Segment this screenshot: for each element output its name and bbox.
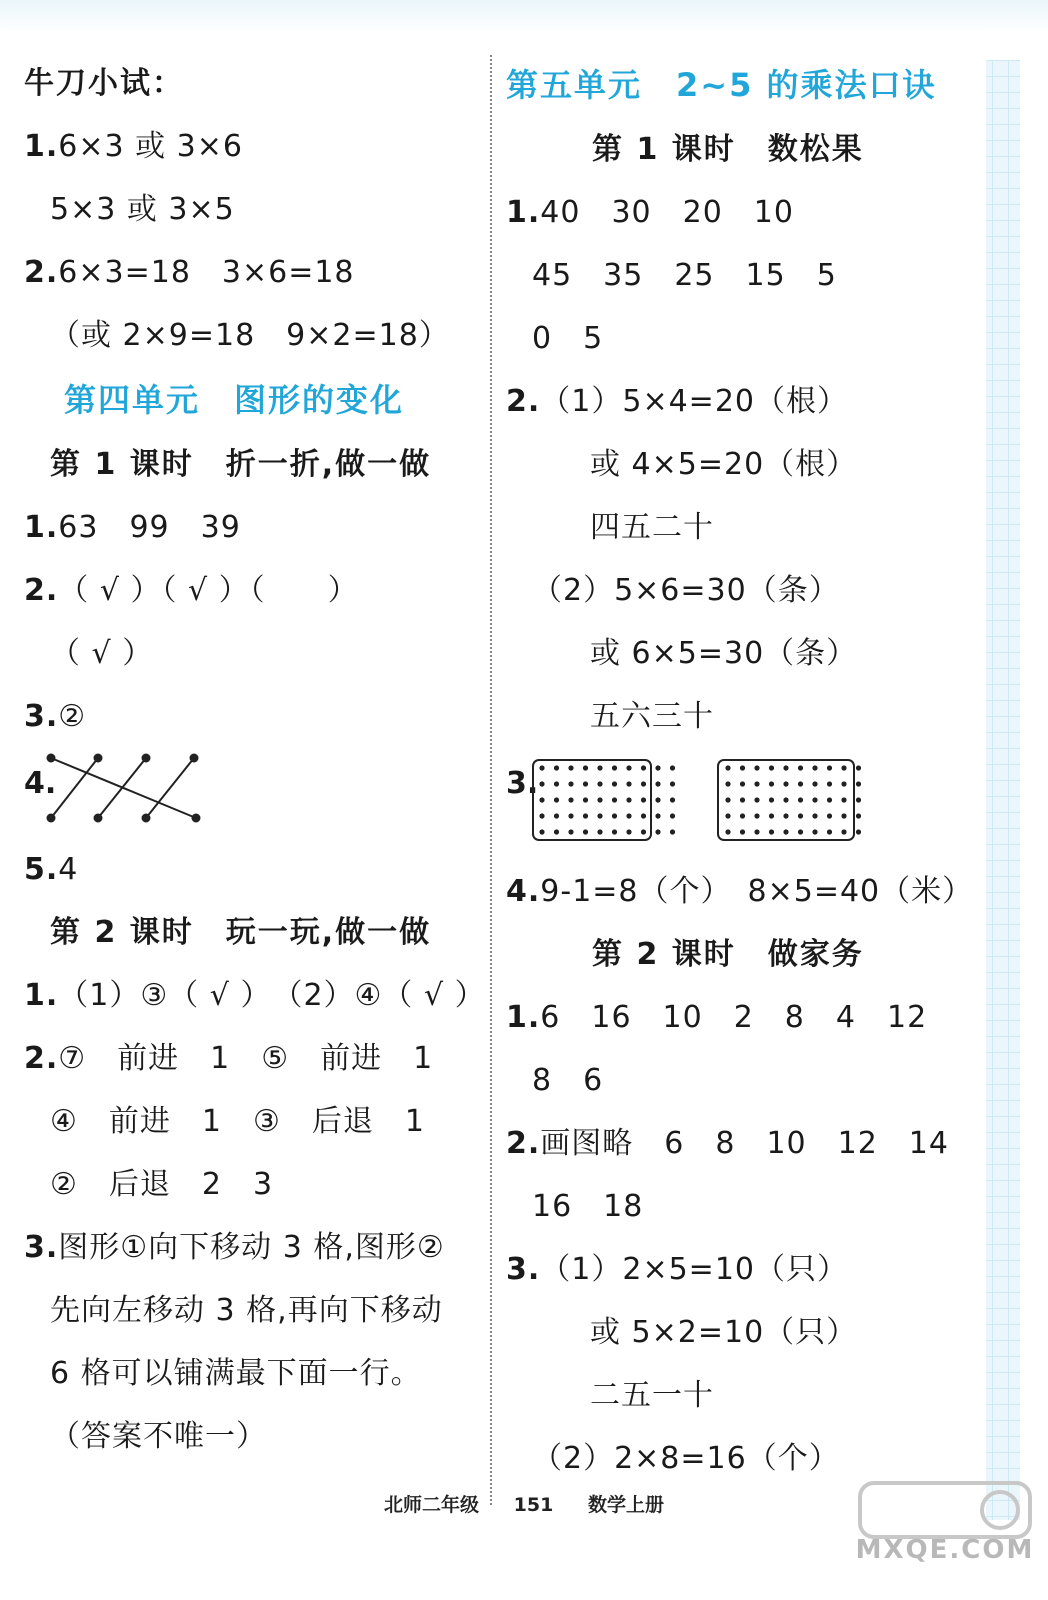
dot bbox=[740, 813, 745, 818]
dot bbox=[783, 829, 788, 834]
dot bbox=[626, 781, 631, 786]
dot bbox=[612, 765, 617, 770]
dot-array-diagram bbox=[528, 754, 948, 854]
dot bbox=[841, 813, 846, 818]
answer-line: 16 18 bbox=[532, 1189, 644, 1224]
dot bbox=[841, 829, 846, 834]
dot bbox=[554, 781, 559, 786]
answer-line: 或 6×5=30（条） bbox=[590, 636, 858, 671]
dot bbox=[641, 781, 646, 786]
answer-line: 二五一十 bbox=[590, 1378, 714, 1413]
dot bbox=[554, 797, 559, 802]
dot bbox=[655, 813, 660, 818]
unit-title: 第四单元 图形的变化 bbox=[64, 381, 405, 419]
dot bbox=[539, 829, 544, 834]
watermark-logo bbox=[850, 1475, 1040, 1585]
dot bbox=[539, 797, 544, 802]
cross-lines-diagram bbox=[46, 748, 246, 838]
answer-line: 五六三十 bbox=[590, 699, 714, 734]
page-number: 151 bbox=[513, 1494, 554, 1516]
dot bbox=[641, 797, 646, 802]
lesson-title: 第 2 课时 玩一玩,做一做 bbox=[50, 915, 432, 950]
dot bbox=[554, 765, 559, 770]
dot bbox=[827, 829, 832, 834]
answer-line: （答案不唯一） bbox=[50, 1419, 267, 1454]
answer-line: 3.② bbox=[24, 699, 87, 734]
dot bbox=[641, 829, 646, 834]
answer-line: 6 格可以铺满最下面一行。 bbox=[50, 1356, 422, 1391]
dot bbox=[798, 813, 803, 818]
answer-line: 3.图形①向下移动 3 格,图形② bbox=[24, 1230, 445, 1265]
dot bbox=[539, 781, 544, 786]
dot bbox=[539, 765, 544, 770]
left-column bbox=[24, 52, 486, 1468]
dot bbox=[725, 765, 730, 770]
answer-line: （或 2×9=18 9×2=18） bbox=[50, 318, 450, 353]
line-drawing-figure: 4. bbox=[24, 748, 474, 838]
dot bbox=[655, 781, 660, 786]
dot bbox=[583, 829, 588, 834]
dot bbox=[798, 829, 803, 834]
dot bbox=[798, 797, 803, 802]
answer-line: 2.（1）5×4=20（根） bbox=[506, 384, 848, 419]
group-box bbox=[533, 760, 651, 840]
answer-line: 或 5×2=10（只） bbox=[590, 1315, 858, 1350]
answer-line: 2.⑦ 前进 1 ⑤ 前进 1 bbox=[24, 1041, 434, 1076]
dot bbox=[740, 765, 745, 770]
answer-line: 1.6 16 10 2 8 4 12 bbox=[506, 1000, 928, 1035]
answer-line: （2）2×8=16（个） bbox=[532, 1441, 840, 1476]
dot bbox=[856, 765, 861, 770]
answer-line: 0 5 bbox=[532, 321, 604, 356]
answer-line: 1.6×3 或 3×6 bbox=[24, 129, 243, 164]
dot bbox=[725, 829, 730, 834]
dot bbox=[626, 813, 631, 818]
dot bbox=[754, 813, 759, 818]
dot bbox=[568, 829, 573, 834]
dot bbox=[670, 813, 675, 818]
dot bbox=[597, 797, 602, 802]
dot bbox=[554, 829, 559, 834]
dot bbox=[769, 813, 774, 818]
column-divider bbox=[490, 55, 492, 1505]
lesson-title: 第 1 课时 折一折,做一做 bbox=[50, 447, 432, 482]
dot bbox=[641, 813, 646, 818]
dot bbox=[641, 765, 646, 770]
dot bbox=[626, 797, 631, 802]
dot bbox=[725, 797, 730, 802]
dot bbox=[754, 829, 759, 834]
dot bbox=[568, 765, 573, 770]
dot bbox=[856, 813, 861, 818]
answer-line: （2）5×6=30（条） bbox=[532, 573, 840, 608]
answer-line: 3.（1）2×5=10（只） bbox=[506, 1252, 848, 1287]
dot bbox=[856, 797, 861, 802]
dot-array-figure: 3. bbox=[506, 748, 966, 860]
dot bbox=[626, 829, 631, 834]
dot bbox=[612, 813, 617, 818]
answer-line: 2.6×3=18 3×6=18 bbox=[24, 255, 355, 290]
dot bbox=[740, 781, 745, 786]
answer-line: 四五二十 bbox=[590, 510, 714, 545]
dot bbox=[812, 781, 817, 786]
dot bbox=[740, 797, 745, 802]
answer-line: 4.9-1=8（个） 8×5=40（米） bbox=[506, 874, 974, 909]
dot bbox=[783, 797, 788, 802]
answer-line: 8 6 bbox=[532, 1063, 604, 1098]
dot bbox=[583, 781, 588, 786]
top-band bbox=[0, 0, 1048, 34]
lesson-title: 第 1 课时 数松果 bbox=[592, 132, 864, 167]
dot bbox=[655, 797, 660, 802]
answer-line: 1.（1）③（ √ ） （2）④（ √ ） bbox=[24, 978, 486, 1013]
answer-line: ② 后退 2 3 bbox=[50, 1167, 274, 1202]
watermark-text: MXQE.COM bbox=[855, 1535, 1035, 1565]
dot bbox=[783, 765, 788, 770]
dot bbox=[754, 765, 759, 770]
dot bbox=[597, 781, 602, 786]
dot bbox=[769, 829, 774, 834]
dot bbox=[798, 765, 803, 770]
answer-line: 1.40 30 20 10 bbox=[506, 195, 794, 230]
dot bbox=[670, 829, 675, 834]
answer-line: 2.（ √ ）（ √ ）（ ） bbox=[24, 573, 359, 608]
dot bbox=[583, 797, 588, 802]
answer-line: 5×3 或 3×5 bbox=[50, 192, 235, 227]
dot bbox=[798, 781, 803, 786]
footer-grade: 北师二年级 bbox=[384, 1494, 480, 1516]
dot bbox=[827, 781, 832, 786]
dot bbox=[783, 781, 788, 786]
answer-line: 45 35 25 15 5 bbox=[532, 258, 837, 293]
answer-line: （ √ ） bbox=[50, 636, 154, 671]
dot bbox=[568, 813, 573, 818]
dot bbox=[597, 829, 602, 834]
dot bbox=[769, 797, 774, 802]
dot bbox=[827, 765, 832, 770]
dot bbox=[827, 797, 832, 802]
dot bbox=[841, 781, 846, 786]
dot bbox=[612, 829, 617, 834]
right-column bbox=[506, 52, 974, 1490]
dot bbox=[754, 797, 759, 802]
dot bbox=[655, 829, 660, 834]
dot bbox=[740, 829, 745, 834]
section-heading: 牛刀小试： bbox=[24, 66, 184, 101]
dot bbox=[812, 829, 817, 834]
dot bbox=[783, 813, 788, 818]
dot bbox=[655, 765, 660, 770]
dot bbox=[827, 813, 832, 818]
dot bbox=[612, 797, 617, 802]
answer-line: 5.4 bbox=[24, 852, 79, 887]
dot bbox=[583, 813, 588, 818]
dot bbox=[754, 781, 759, 786]
answer-line: 1.63 99 39 bbox=[24, 510, 241, 545]
lesson-title: 第 2 课时 做家务 bbox=[592, 937, 864, 972]
dot bbox=[583, 765, 588, 770]
dot bbox=[841, 797, 846, 802]
answer-line: 或 4×5=20（根） bbox=[590, 447, 858, 482]
answer-line: 2.画图略 6 8 10 12 14 bbox=[506, 1126, 949, 1161]
dot bbox=[612, 781, 617, 786]
dot bbox=[539, 813, 544, 818]
dot bbox=[856, 781, 861, 786]
answer-line: ④ 前进 1 ③ 后退 1 bbox=[50, 1104, 425, 1139]
dot bbox=[812, 813, 817, 818]
unit-title: 第五单元 2~5 的乘法口诀 bbox=[506, 66, 937, 104]
dot bbox=[769, 765, 774, 770]
dot bbox=[725, 781, 730, 786]
answer-line: 先向左移动 3 格,再向下移动 bbox=[50, 1293, 443, 1328]
dot bbox=[725, 813, 730, 818]
dot bbox=[769, 781, 774, 786]
dot bbox=[554, 813, 559, 818]
footer-book: 数学上册 bbox=[587, 1494, 664, 1516]
dot bbox=[670, 765, 675, 770]
dot bbox=[626, 765, 631, 770]
dot bbox=[597, 813, 602, 818]
dot bbox=[670, 781, 675, 786]
dot bbox=[812, 765, 817, 770]
dot bbox=[568, 797, 573, 802]
dot bbox=[812, 797, 817, 802]
dot bbox=[856, 829, 861, 834]
dot bbox=[597, 765, 602, 770]
dot bbox=[670, 797, 675, 802]
dot bbox=[568, 781, 573, 786]
dot bbox=[841, 765, 846, 770]
